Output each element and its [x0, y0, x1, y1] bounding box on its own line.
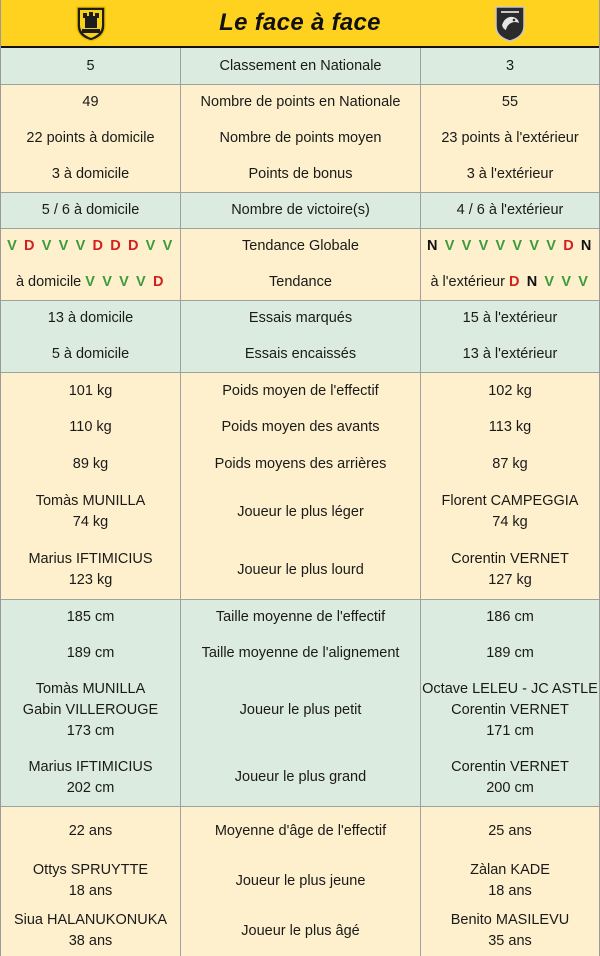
- result-loss: D: [563, 238, 576, 254]
- tendance-label: Tendance: [180, 264, 421, 300]
- result-win: V: [162, 238, 174, 254]
- poids-arrieres-left: 89 kg: [1, 445, 180, 483]
- result-win: V: [58, 238, 70, 254]
- comparison-grid: [1, 48, 599, 956]
- plus-lourd-right: [421, 541, 599, 599]
- plus-lourd-label: Joueur le plus lourd: [180, 541, 421, 599]
- player-value: 171 cm: [486, 722, 534, 739]
- taille-alignement-right: 189 cm: [421, 635, 599, 671]
- plus-grand-right: [421, 749, 599, 806]
- taille-effectif-right: 186 cm: [421, 599, 599, 635]
- player-value: 173 cm: [66, 722, 115, 739]
- plus-age-label: Joueur le plus âgé: [180, 906, 421, 956]
- player-value: 38 ans: [68, 933, 113, 949]
- taille-effectif-left: 185 cm: [1, 599, 180, 635]
- result-win: V: [561, 273, 573, 290]
- plus-age-left: [1, 906, 180, 956]
- header-bar: [1, 0, 599, 48]
- poids-avants-right: 113 kg: [421, 409, 599, 445]
- player-value: 127 kg: [488, 572, 532, 588]
- bonus-left: 3 à domicile: [1, 156, 180, 192]
- player-value: 35 ans: [488, 933, 532, 949]
- result-win: V: [119, 273, 131, 290]
- result-win: V: [478, 238, 490, 254]
- result-win: V: [529, 238, 541, 254]
- tendance-right: [421, 264, 599, 300]
- plus-age-right: [421, 906, 599, 956]
- player-name: Octave LELEU - JC ASTLE: [422, 680, 598, 697]
- player-name: Zàlan KADE: [470, 862, 550, 878]
- tendance-prefix: à l'extérieur: [430, 273, 505, 290]
- plus-petit-right: [421, 671, 599, 749]
- stade-niortais-logo: [493, 4, 527, 42]
- result-win: V: [512, 238, 524, 254]
- result-win: V: [41, 238, 54, 254]
- form-sequence: [85, 274, 165, 290]
- plus-lourd-left: [1, 541, 180, 599]
- plus-jeune-label: Joueur le plus jeune: [180, 856, 421, 906]
- taille-effectif-label: Taille moyenne de l'effectif: [180, 599, 421, 635]
- plus-petit-label: Joueur le plus petit: [180, 671, 421, 749]
- taille-alignement-left: 189 cm: [1, 635, 180, 671]
- plus-jeune-right: [421, 856, 599, 906]
- poids-avants-left: 110 kg: [1, 409, 180, 445]
- player-name: Siua HALANUKONUKA: [13, 912, 168, 928]
- points-right: 55: [421, 84, 599, 120]
- player-name: Tomàs MUNILLA: [35, 493, 146, 509]
- player-name: Corentin VERNET: [451, 551, 569, 567]
- poids-arrieres-right: 87 kg: [421, 445, 599, 483]
- essais-encaisses-right: 13 à l'extérieur: [421, 336, 599, 372]
- age-effectif-label: Moyenne d'âge de l'effectif: [180, 806, 421, 856]
- victoires-right: 4 / 6 à l'extérieur: [421, 192, 599, 228]
- age-effectif-right: 25 ans: [421, 806, 599, 856]
- essais-marques-right: 15 à l'extérieur: [421, 300, 599, 336]
- result-win: V: [85, 273, 97, 290]
- us-carcassonne-logo: [74, 4, 108, 42]
- essais-encaisses-label: Essais encaissés: [180, 336, 421, 372]
- points-moyen-label: Nombre de points moyen: [180, 120, 421, 156]
- page-title: Le face à face: [219, 9, 381, 36]
- result-win: V: [75, 238, 87, 254]
- victoires-left: 5 / 6 à domicile: [1, 192, 180, 228]
- result-win: V: [145, 238, 157, 254]
- result-draw: N: [580, 238, 593, 254]
- result-loss: D: [152, 273, 166, 290]
- player-name: Corentin VERNET: [451, 758, 569, 775]
- plus-jeune-left: [1, 856, 180, 906]
- essais-encaisses-left: 5 à domicile: [1, 336, 180, 372]
- essais-marques-left: 13 à domicile: [1, 300, 180, 336]
- player-name: Benito MASILEVU: [450, 912, 570, 928]
- classement-left: 5: [1, 48, 180, 84]
- points-moyen-right: 23 points à l'extérieur: [421, 120, 599, 156]
- points-label: Nombre de points en Nationale: [180, 84, 421, 120]
- plus-grand-label: Joueur le plus grand: [180, 749, 421, 806]
- result-win: V: [578, 273, 590, 290]
- plus-leger-right: [421, 483, 599, 541]
- player-name: Ottys SPRUYTTE: [32, 862, 149, 878]
- result-win: V: [544, 273, 556, 290]
- bonus-right: 3 à l'extérieur: [421, 156, 599, 192]
- form-sequence: [427, 236, 593, 257]
- poids-effectif-label: Poids moyen de l'effectif: [180, 372, 421, 409]
- tendance-globale-left: [1, 228, 180, 264]
- player-name: Marius IFTIMICIUS: [28, 758, 153, 775]
- result-loss: D: [24, 238, 37, 254]
- result-win: V: [102, 273, 114, 290]
- tendance-globale-right: [421, 228, 599, 264]
- result-loss: D: [92, 238, 105, 254]
- result-win: V: [7, 238, 19, 254]
- player-value: 18 ans: [488, 883, 532, 899]
- player-value: 74 kg: [492, 514, 528, 530]
- player-name: Gabin VILLEROUGE: [22, 701, 159, 718]
- bonus-label: Points de bonus: [180, 156, 421, 192]
- classement-label: Classement en Nationale: [180, 48, 421, 84]
- player-value: 202 cm: [66, 779, 115, 796]
- tendance-prefix: à domicile: [15, 273, 82, 290]
- player-value: 123 kg: [68, 572, 113, 588]
- result-win: V: [136, 273, 148, 290]
- player-name: Tomàs MUNILLA: [35, 680, 146, 697]
- plus-leger-label: Joueur le plus léger: [180, 483, 421, 541]
- points-left: 49: [1, 84, 180, 120]
- player-value: 18 ans: [68, 883, 113, 899]
- player-name: Corentin VERNET: [451, 701, 569, 718]
- player-value: 200 cm: [486, 779, 534, 796]
- player-name: Florent CAMPEGGIA: [441, 493, 579, 509]
- result-loss: D: [127, 238, 141, 254]
- tendance-globale-label: Tendance Globale: [180, 228, 421, 264]
- result-win: V: [546, 238, 558, 254]
- form-sequence: [509, 274, 590, 290]
- essais-marques-label: Essais marqués: [180, 300, 421, 336]
- result-win: V: [495, 238, 507, 254]
- plus-grand-left: [1, 749, 180, 806]
- classement-right: 3: [421, 48, 599, 84]
- victoires-label: Nombre de victoire(s): [180, 192, 421, 228]
- poids-effectif-left: 101 kg: [1, 372, 180, 409]
- result-draw: N: [526, 273, 539, 290]
- tendance-left: [1, 264, 180, 300]
- player-name: Marius IFTIMICIUS: [28, 551, 153, 567]
- result-loss: D: [508, 273, 522, 290]
- plus-leger-left: [1, 483, 180, 541]
- taille-alignement-label: Taille moyenne de l'alignement: [180, 635, 421, 671]
- result-win: V: [444, 238, 457, 254]
- poids-effectif-right: 102 kg: [421, 372, 599, 409]
- age-effectif-left: 22 ans: [1, 806, 180, 856]
- poids-arrieres-label: Poids moyens des arrières: [180, 445, 421, 483]
- player-value: 74 kg: [72, 514, 109, 530]
- points-moyen-left: 22 points à domicile: [1, 120, 180, 156]
- plus-petit-left: [1, 671, 180, 749]
- result-draw: N: [427, 238, 440, 254]
- form-sequence: [7, 236, 174, 257]
- result-win: V: [461, 238, 473, 254]
- poids-avants-label: Poids moyen des avants: [180, 409, 421, 445]
- result-loss: D: [110, 238, 123, 254]
